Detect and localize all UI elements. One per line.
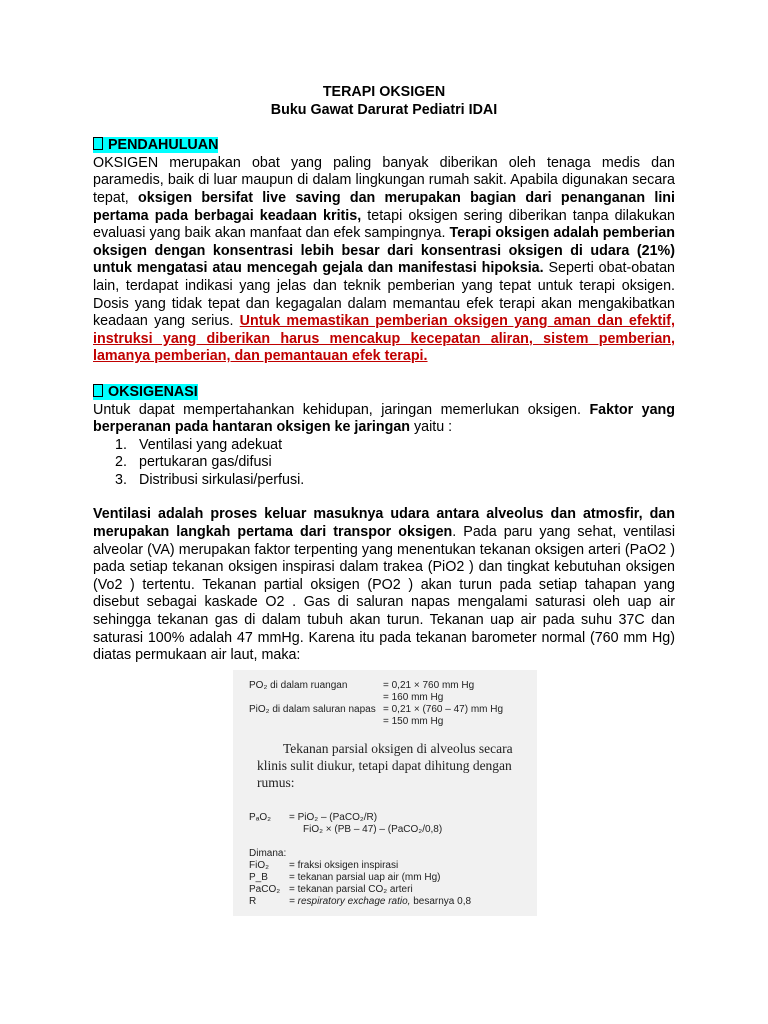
paragraph-ventilasi: Ventilasi adalah proses keluar masuknya udara antara alveolus dan atmosfir, dan merupakan langkah pertama dari transpor oksigen. Pada paru yang sehat, ventilasi alveolar (VA) merupakan faktor terpenting yang menentukan tekanan oksigen arteri (PaO2 ) pada setiap tekanan oksigen inspirasi dalam trakea (PiO2 ) dan tingkat kebutuhan oksigen (Vo2 ) tertentu. Tekanan partial oksigen (PO2 ) akan turun pada setiap tahapan yang disebut sebagai kaskade O2 . Gas di saluran napas mengalami saturasi oleh uap air sehingga tekanan gas di dalam tubuh akan turun. Tekanan uap air pada suhu 37C dan saturasi 100% adalah 47 mmHg. Karena itu pada tekanan barometer normal (760 mm Hg) diatas permukaan air laut, maka: bbox=[93, 506, 675, 664]
figure-serif-text: Tekanan parsial oksigen di alveolus secara klinis sulit diukur, tetapi dapat dihitung dengan rumus: bbox=[257, 741, 513, 790]
checkbox-icon bbox=[93, 384, 103, 397]
figure-label: PiO₂ di dalam saluran napas bbox=[249, 704, 376, 715]
checkbox-icon bbox=[93, 137, 103, 150]
definition-value: = tekanan parsial uap air (mm Hg) bbox=[289, 872, 441, 883]
doc-subtitle: Buku Gawat Darurat Pediatri IDAI bbox=[270, 101, 498, 118]
list-item: 1. Ventilasi yang adekuat bbox=[115, 436, 283, 453]
definition-key: FiO₂ bbox=[249, 860, 269, 871]
section-heading-oksigenasi: OKSIGENASI bbox=[93, 384, 675, 402]
figure-value: = 150 mm Hg bbox=[383, 716, 444, 727]
formula-label: PₐO₂ bbox=[249, 812, 272, 823]
figure-value: = 0,21 × (760 – 47) mm Hg bbox=[383, 704, 504, 715]
figure-label: PO₂ di dalam ruangan bbox=[249, 680, 348, 691]
definition-value: = fraksi oksigen inspirasi bbox=[289, 860, 399, 871]
formula-figure bbox=[233, 670, 537, 916]
definition-key: R bbox=[249, 896, 257, 907]
definition-key: PaCO₂ bbox=[249, 884, 281, 895]
formula-line: = PiO₂ – (PaCO₂/R) bbox=[289, 812, 378, 823]
list-item: 2. pertukaran gas/difusi bbox=[115, 454, 272, 471]
emphasis-red-text: Untuk memastikan pemberian oksigen yang aman dan efektif, instruksi yang diberikan harus mencakup kecepatan aliran, sistem pemberian, lamanya pemberian, dan pemantauan efek terapi. bbox=[93, 313, 675, 365]
list-item: 3. Distribusi sirkulasi/perfusi. bbox=[115, 471, 305, 488]
definition-key: P_B bbox=[249, 872, 268, 883]
doc-title: TERAPI OKSIGEN bbox=[322, 84, 446, 100]
figure-value: = 160 mm Hg bbox=[383, 692, 444, 703]
definition-value: = tekanan parsial CO₂ arteri bbox=[289, 884, 413, 895]
formula-line: FiO₂ × (PB – 47) – (PaCO₂/0,8) bbox=[303, 824, 443, 835]
dimana-label: Dimana: bbox=[249, 848, 287, 859]
document-page bbox=[93, 84, 675, 665]
paragraph-pendahuluan: OKSIGEN merupakan obat yang paling banyak diberikan oleh tenaga medis dan paramedis, baik di luar maupun di dalam lingkungan rumah sakit. Apabila digunakan secara tepat, oksigen bersifat live saving dan merupakan bagian dari penanganan lini pertama pada berbagai keadaan kritis, tetapi oksigen sering diberikan tanpa dilakukan evaluasi yang baik akan manfaat dan efek sampingnya. Terapi oksigen adalah pemberian oksigen dengan konsentrasi lebih besar dari konsentrasi oksigen di udara (21%) untuk mengatasi atau mencegah gejala dan manifestasi hipoksia. Seperti obat-obatan lain, terdapat indikasi yang jelas dan teknik pemberian yang tepat untuk terapi oksigen. Dosis yang tidak tepat dan kegagalan dalam memantau efek terapi akan mengakibatkan keadaan yang serius. Untuk memastikan pemberian oksigen yang aman dan efektif, instruksi yang diberikan harus mencakup kecepatan aliran, sistem pemberian, lamanya pemberian, dan pemantauan efek terapi. bbox=[93, 154, 675, 365]
paragraph-oksigenasi-intro: Untuk dapat mempertahankan kehidupan, jaringan memerlukan oksigen. Faktor yang berperanan pada hantaran oksigen ke jaringan yaitu : bbox=[93, 401, 675, 436]
definition-value: = respiratory exchage ratio, besarnya 0,8 bbox=[289, 896, 472, 907]
section-heading-pendahuluan: PENDAHULUAN bbox=[93, 137, 675, 155]
figure-value: = 0,21 × 760 mm Hg bbox=[383, 680, 475, 691]
factor-list bbox=[93, 437, 675, 490]
